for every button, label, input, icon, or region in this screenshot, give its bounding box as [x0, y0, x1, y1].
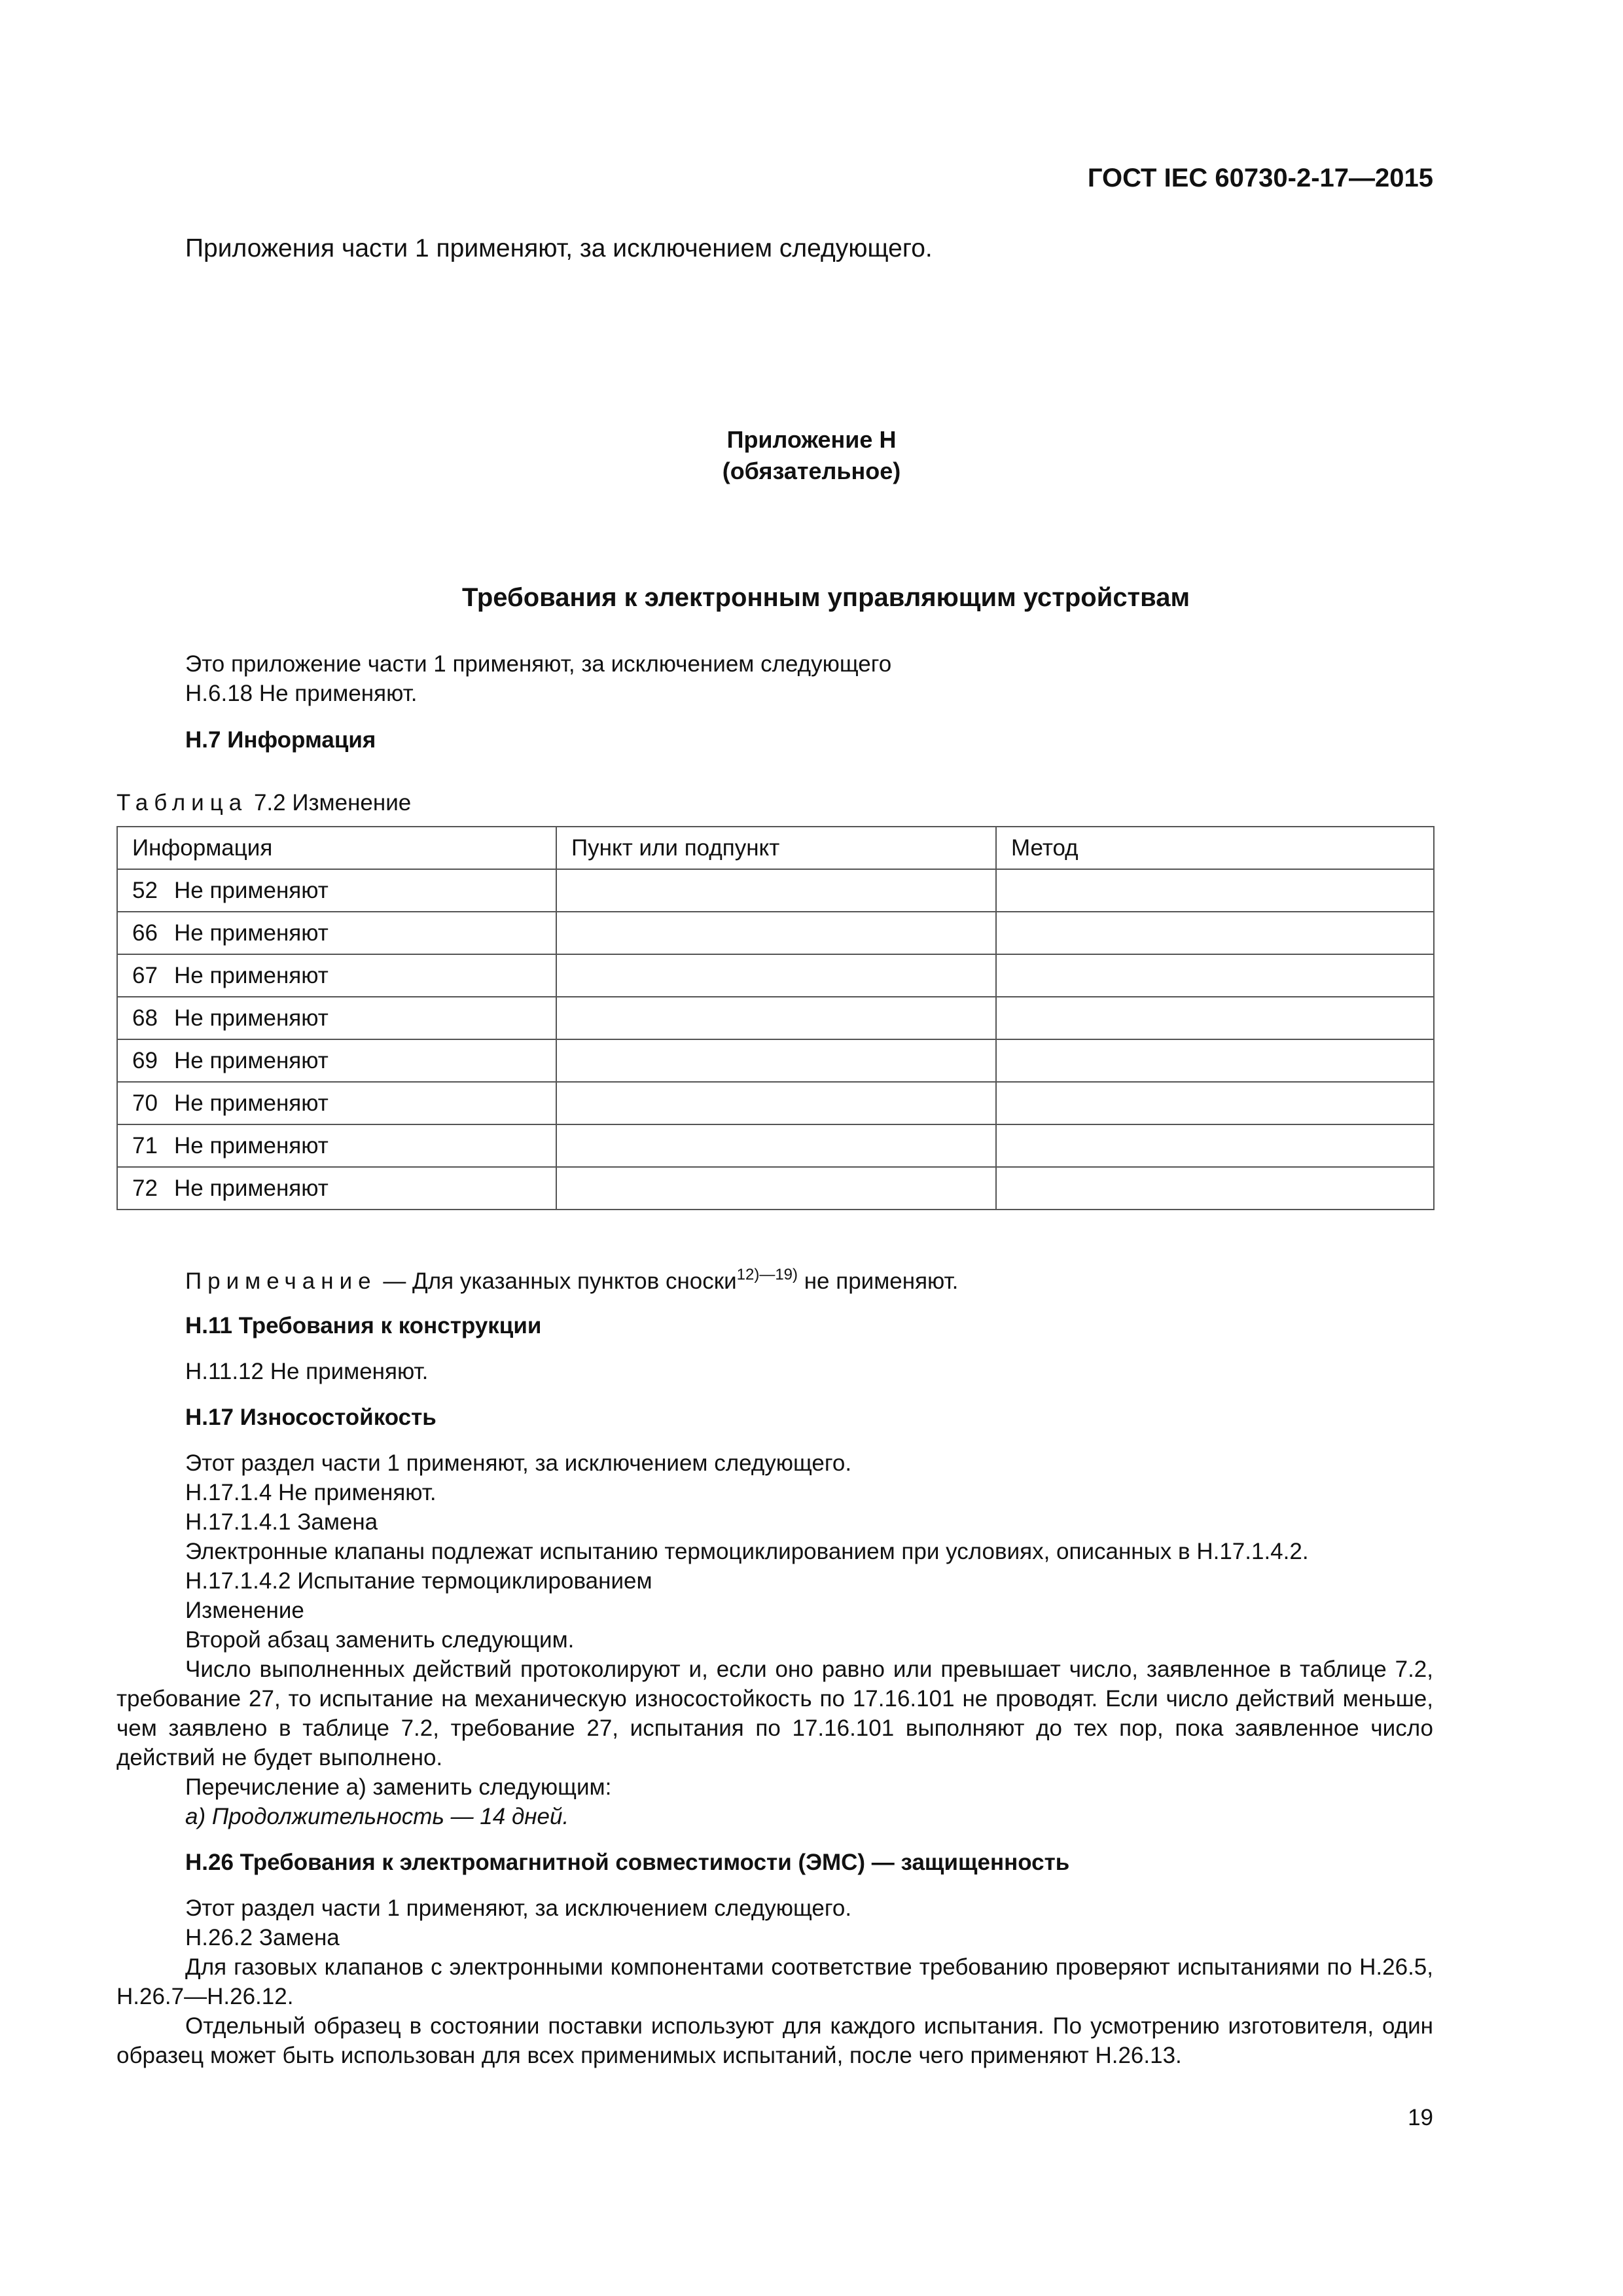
- row-number: 52: [132, 877, 158, 903]
- section-h17-line: H.17.1.4.1 Замена: [185, 1509, 378, 1535]
- row-text: Не применяют: [174, 920, 329, 946]
- method-cell: [996, 1124, 1434, 1167]
- row-text: Не применяют: [174, 1090, 329, 1116]
- row-number: 66: [132, 920, 158, 946]
- row-number: 71: [132, 1132, 158, 1158]
- information-cell: [117, 869, 556, 912]
- column-header-information: Информация: [117, 827, 556, 869]
- table-row: [117, 1167, 1434, 1210]
- column-header-clause: Пункт или подпункт: [556, 827, 996, 869]
- section-h17-line: H.17.1.4.2 Испытание термоциклированием: [185, 1568, 652, 1594]
- row-number: 69: [132, 1047, 158, 1073]
- table-note: [185, 1266, 958, 1299]
- document-code: ГОСТ IEC 60730-2-17—2015: [1087, 164, 1433, 192]
- clause-cell: [556, 1082, 996, 1124]
- table-header-row: [117, 827, 1434, 869]
- section-h17-paragraph: Число выполненных действий протоколируют и, если оно равно или превышает число, заявленное в таблице 7.2, требование 27, то испытание на механическую износостойкость по 17.16.101 не проводят. Если число действий меньше, чем заявлено в таблице 7.2, требование 27, испытания по 17.16.101 выполняют до тех пор, пока заявленное число действий не будет выполнено.: [116, 1657, 1433, 1770]
- row-number: 72: [132, 1175, 158, 1201]
- clause-cell: [556, 912, 996, 954]
- row-text: Не применяют: [174, 1132, 329, 1158]
- method-cell: [996, 1167, 1434, 1210]
- method-cell: [996, 954, 1434, 997]
- section-h26-paragraph: Для газовых клапанов с электронными компонентами соответствие требованию проверяют испытаниями по H.26.5, H.26.7—H.26.12.: [116, 1954, 1433, 2009]
- note-label: Примечание: [185, 1268, 377, 1294]
- row-text: Не применяют: [174, 1175, 329, 1201]
- section-h17-line: Этот раздел части 1 применяют, за исключением следующего.: [185, 1450, 852, 1476]
- section-h17-enum-item: а) Продолжительность — 14 дней.: [185, 1804, 569, 1829]
- section-h7-heading: H.7 Информация: [185, 727, 376, 753]
- section-h17-line: Изменение: [185, 1598, 304, 1623]
- section-h11-heading: H.11 Требования к конструкции: [185, 1313, 542, 1338]
- clause-cell: [556, 1039, 996, 1082]
- intro-line: Приложения части 1 применяют, за исключением следующего.: [185, 234, 933, 262]
- information-cell: [117, 1039, 556, 1082]
- section-h17-enum-intro: Перечисление а) заменить следующим:: [185, 1774, 612, 1800]
- table-row: [117, 997, 1434, 1039]
- section-h26-line: H.26.2 Замена: [185, 1925, 340, 1950]
- row-number: 67: [132, 962, 158, 988]
- method-cell: [996, 1039, 1434, 1082]
- method-cell: [996, 912, 1434, 954]
- table-row: [117, 1082, 1434, 1124]
- section-h26-paragraph: Отдельный образец в состоянии поставки используют для каждого испытания. По усмотрению изготовителя, один образец может быть использован для всех применимых испытаний, после чего применяют H.26.13.: [116, 2013, 1433, 2068]
- row-number: 68: [132, 1005, 158, 1031]
- annex-heading: Требования к электронным управляющим устройствам: [461, 583, 1190, 612]
- row-number: 70: [132, 1090, 158, 1116]
- table-row: [117, 1124, 1434, 1167]
- method-cell: [996, 869, 1434, 912]
- section-h17-heading: H.17 Износостойкость: [185, 1405, 437, 1430]
- section-h17-line: Второй абзац заменить следующим.: [185, 1627, 575, 1653]
- annex-intro-line1: Это приложение части 1 применяют, за исключением следующего: [185, 651, 892, 677]
- annex-status: (обязательное): [722, 457, 901, 484]
- information-cell: [117, 1082, 556, 1124]
- section-h17-line: Электронные клапаны подлежат испытанию термоциклированием при условиях, описанных в H.17.1.4.2.: [185, 1539, 1309, 1564]
- information-cell: [117, 997, 556, 1039]
- table-row: [117, 869, 1434, 912]
- row-text: Не применяют: [174, 962, 329, 988]
- clause-cell: [556, 869, 996, 912]
- information-cell: [117, 912, 556, 954]
- row-text: Не применяют: [174, 877, 329, 903]
- table-row: [117, 912, 1434, 954]
- table-row: [117, 1039, 1434, 1082]
- section-h17-line: H.17.1.4 Не применяют.: [185, 1480, 437, 1505]
- method-cell: [996, 1082, 1434, 1124]
- information-cell: [117, 1124, 556, 1167]
- annex-title: Приложение H: [726, 426, 897, 453]
- section-h26-heading: H.26 Требования к электромагнитной совместимости (ЭМС) — защищенность: [185, 1850, 1070, 1875]
- note-footnote-range: 12)—19): [736, 1266, 798, 1283]
- row-text: Не применяют: [174, 1005, 329, 1031]
- annex-intro-line2: H.6.18 Не применяют.: [185, 681, 418, 706]
- method-cell: [996, 997, 1434, 1039]
- column-header-method: Метод: [996, 827, 1434, 869]
- clause-cell: [556, 1124, 996, 1167]
- change-table: [116, 826, 1435, 1210]
- information-cell: [117, 954, 556, 997]
- clause-cell: [556, 1167, 996, 1210]
- table-caption-label: Таблица: [116, 790, 248, 816]
- section-h11-line: H.11.12 Не применяют.: [185, 1359, 429, 1384]
- information-cell: [117, 1167, 556, 1210]
- table-caption: [116, 788, 411, 817]
- page-number: 19: [1408, 2105, 1433, 2130]
- clause-cell: [556, 997, 996, 1039]
- table-row: [117, 954, 1434, 997]
- section-h26-line: Этот раздел части 1 применяют, за исключением следующего.: [185, 1895, 852, 1921]
- clause-cell: [556, 954, 996, 997]
- table-caption-text: 7.2 Изменение: [247, 790, 412, 816]
- note-text-end: не применяют.: [798, 1268, 959, 1294]
- row-text: Не применяют: [174, 1047, 329, 1073]
- note-text: — Для указанных пунктов сноски: [376, 1268, 737, 1294]
